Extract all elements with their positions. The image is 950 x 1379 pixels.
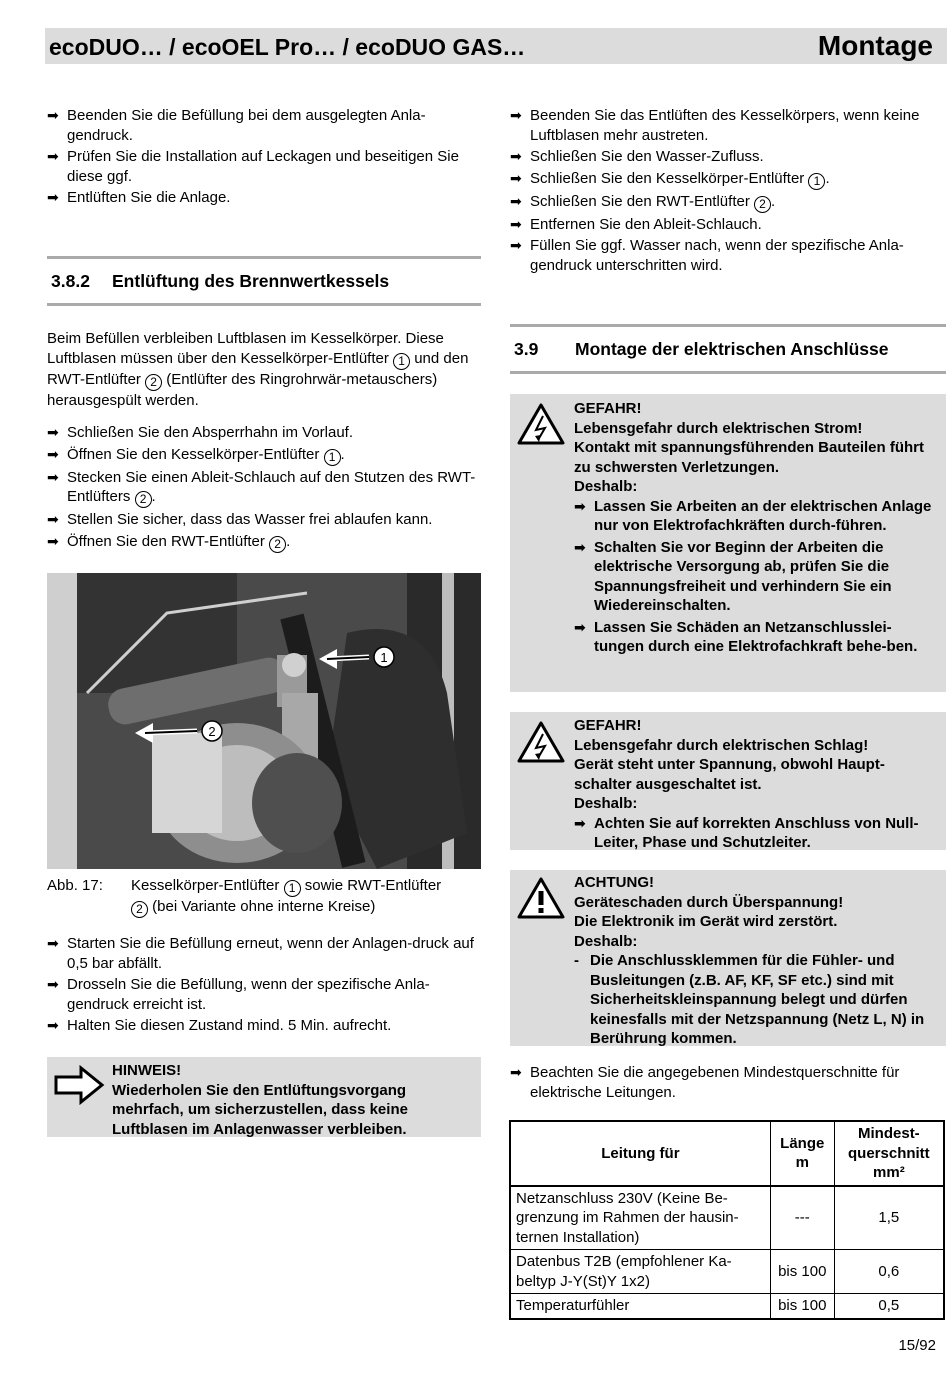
- callout-2-icon: 2: [754, 196, 771, 213]
- arrow-right-icon: ➡: [510, 169, 522, 186]
- arrow-right-icon: ➡: [574, 538, 586, 555]
- photo-callout-2: 2: [208, 724, 216, 739]
- boiler-photo-drawing: [47, 573, 481, 869]
- section-number: 3.8.2: [51, 271, 90, 291]
- arrow-right-icon: ➡: [47, 445, 59, 462]
- danger-title: GEFAHR!: [574, 400, 642, 417]
- right-note: [510, 1063, 946, 1102]
- callout-1-icon: 1: [324, 449, 341, 466]
- list-item: ➡ Schließen Sie den Absperrhahn im Vorlauf.: [47, 424, 354, 441]
- callout-2-icon: 2: [269, 536, 286, 553]
- list-item: - Die Anschlussklemmen für die Fühler- und Busleitungen (z.B. AF, KF, SF etc.) sind mit Sicherheitskleinspannung belegt und dürfen keinesfalls mit der Netzspannung (Netz L, N) in Berührung kommen.: [574, 952, 925, 1047]
- hint-arrow-icon: [53, 1065, 105, 1111]
- arrow-right-icon: ➡: [47, 424, 59, 440]
- callout-2-icon: 2: [131, 901, 148, 918]
- caution-box-overvoltage: ACHTUNG! Geräteschaden durch Überspannung! Die Elektronik im Gerät wird zerstört. Deshalb: - Die Anschlussklemmen für die Fühler- und Busleitungen (z.B. AF, KF, SF etc.) sind mit Sicherheitskleinspannung belegt und dürfen keinesfalls mit der Netzspannung (Netz L, N) in Berührung kommen.: [510, 870, 946, 1046]
- section-title: Montage: [817, 30, 933, 61]
- callout-2-icon: 2: [145, 374, 162, 391]
- table-header-row: [510, 1121, 944, 1186]
- arrow-right-icon: ➡: [47, 532, 59, 549]
- table-header: Leitung für: [510, 1121, 770, 1186]
- boiler-photo: [47, 573, 481, 869]
- table-row: Temperaturfühler bis 100 0,5: [510, 1294, 944, 1319]
- exclamation-warning-icon: [516, 876, 566, 926]
- page-number: 15/92: [898, 1337, 936, 1354]
- list-item: ➡ Halten Sie diesen Zustand mind. 5 Min. aufrecht.: [47, 1017, 392, 1034]
- section-heading-text: Montage der elektrischen Anschlüsse: [575, 339, 889, 359]
- list-item: ➡ Starten Sie die Befüllung erneut, wenn der Anlagen-druck auf 0,5 bar abfällt.: [47, 935, 474, 972]
- intro-paragraph: Beim Befüllen verbleiben Luftblasen im Kesselkörper. Diese Luftblasen müssen über den Kesselkörper-Entlüfter 1 und den RWT-Entlüfter 2 (Entlüfter des Ringrohrwär-metauschers) herausgespült werden.: [47, 330, 469, 409]
- list-item: ➡ Achten Sie auf korrekten Anschluss von Null-Leiter, Phase und Schutzleiter.: [574, 814, 919, 851]
- list-item: ➡ Stecken Sie einen Ableit-Schlauch auf den Stutzen des RWT-Entlüfters 2 .: [47, 468, 476, 506]
- arrow-right-icon: ➡: [47, 468, 59, 485]
- cable-cross-section-table: [509, 1120, 945, 1320]
- list-item: ➡ Beenden Sie das Entlüften des Kesselkörpers, wenn keine Luftblasen mehr austreten.: [510, 107, 920, 144]
- list-item: ➡ Drosseln Sie die Befüllung, wenn der spezifische Anla-gendruck erreicht ist.: [47, 976, 430, 1013]
- photo-callout-1: 1: [380, 650, 388, 665]
- callout-1-icon: 1: [284, 880, 301, 897]
- caution-title: ACHTUNG!: [574, 874, 654, 891]
- arrow-right-icon: ➡: [47, 1017, 59, 1033]
- arrow-right-icon: ➡: [510, 192, 522, 209]
- arrow-right-icon: ➡: [47, 189, 59, 205]
- list-item: ➡ Öffnen Sie den Kesselkörper-Entlüfter 1 .: [47, 445, 345, 464]
- danger-title: GEFAHR!: [574, 717, 642, 734]
- figure-label: Abb. 17:: [47, 877, 103, 894]
- list-item: ➡ Beachten Sie die angegebenen Mindestquerschnitte für elektrische Leitungen.: [510, 1064, 900, 1101]
- table-header: Länge m: [770, 1121, 834, 1186]
- list-item: ➡ Prüfen Sie die Installation auf Leckagen und beseitigen Sie diese ggf.: [47, 148, 459, 185]
- hint-title: HINWEIS!: [112, 1062, 182, 1079]
- list-item: ➡ Entfernen Sie den Ableit-Schlauch.: [510, 215, 762, 233]
- list-item: ➡ Füllen Sie ggf. Wasser nach, wenn der spezifische Anla-gendruck unterschritten wird.: [510, 237, 904, 274]
- callout-2-icon: 2: [135, 491, 152, 508]
- document-title: ecoDUO… / ecoOEL Pro… / ecoDUO GAS…: [49, 34, 526, 60]
- arrow-right-icon: ➡: [510, 148, 522, 164]
- arrow-right-icon: ➡: [510, 215, 522, 232]
- list-item: ➡ Entlüften Sie die Anlage.: [47, 189, 231, 206]
- arrow-right-icon: ➡: [47, 148, 59, 164]
- arrow-right-icon: ➡: [47, 935, 59, 951]
- figure-caption: Abb. 17: Kesselkörper-Entlüfter 1 sowie RWT-Entlüfter 2 (bei Variante ohne interne Kreise): [47, 877, 442, 916]
- callout-1-icon: 1: [393, 353, 410, 370]
- high-voltage-warning-icon: [516, 720, 566, 770]
- table-row: Netzanschluss 230V (Keine Be-grenzung im Rahmen der hausin-ternen Installation) --- 1,5: [510, 1186, 944, 1250]
- danger-box-electric-current: GEFAHR! Lebensgefahr durch elektrischen Strom! Kontakt mit spannungsführenden Bauteilen führt zu schwersten Verletzungen. Deshalb: ➡ Lassen Sie Arbeiten an der elektrischen Anlage nur von Elektrofachkräften durch-führen. ➡ Schalten Sie vor Beginn der Arbeiten die elektrische Versorgung ab, prüfen Sie die Spannungsfreiheit und verhindern Sie ein Wiedereinschalten. ➡ Lassen Sie Schäden an Netzanschlusslei-tungen durch eine Elektrofachkraft behe-ben.: [510, 394, 946, 692]
- hint-box: [47, 1057, 481, 1137]
- list-item: ➡ Schließen Sie den RWT-Entlüfter 2 .: [510, 192, 776, 211]
- list-item: ➡ Schalten Sie vor Beginn der Arbeiten die elektrische Versorgung ab, prüfen Sie die Spannungsfreiheit und verhindern Sie ein Wiedereinschalten.: [574, 538, 892, 614]
- hint-text: Wiederholen Sie den Entlüftungsvorgang mehrfach, um sicherzustellen, dass keine Luftblasen im Anlagenwasser verbleiben.: [112, 1081, 408, 1138]
- arrow-right-icon: ➡: [47, 976, 59, 992]
- left-steps-bottom: [47, 934, 477, 1036]
- callout-1-icon: 1: [808, 173, 825, 190]
- section-number: 3.9: [514, 339, 539, 359]
- arrow-right-icon: ➡: [574, 618, 586, 635]
- left-steps-top: [47, 106, 477, 208]
- left-steps-mid: [47, 423, 479, 553]
- arrow-right-icon: ➡: [510, 237, 522, 253]
- section-heading-text: Entlüftung des Brennwertkessels: [112, 271, 390, 291]
- list-item: ➡ Stellen Sie sicher, dass das Wasser frei ablaufen kann.: [47, 511, 433, 528]
- table-row: Datenbus T2B (empfohlener Ka-beltyp J-Y(St)Y 1x2) bis 100 0,6: [510, 1250, 944, 1294]
- high-voltage-warning-icon: [516, 402, 566, 452]
- list-item: ➡ Lassen Sie Schäden an Netzanschlusslei-tungen durch eine Elektrofachkraft behe-ben.: [574, 618, 918, 655]
- arrow-right-icon: ➡: [47, 511, 59, 527]
- section-heading-3-9: [510, 324, 946, 374]
- arrow-right-icon: ➡: [574, 814, 586, 831]
- arrow-right-icon: ➡: [510, 1064, 522, 1080]
- arrow-right-icon: ➡: [47, 107, 59, 123]
- section-heading-3-8-2: [47, 256, 481, 306]
- list-item: ➡ Schließen Sie den Wasser-Zufluss.: [510, 148, 764, 165]
- table-header: Mindest- querschnitt mm²: [834, 1121, 944, 1186]
- list-item: ➡ Öffnen Sie den RWT-Entlüfter 2 .: [47, 532, 291, 551]
- arrow-right-icon: ➡: [510, 107, 522, 123]
- right-steps-top: [510, 106, 946, 275]
- list-item: ➡ Schließen Sie den Kesselkörper-Entlüfter 1 .: [510, 169, 830, 188]
- danger-box-electric-shock: GEFAHR! Lebensgefahr durch elektrischen Schlag! Gerät steht unter Spannung, obwohl Haupt-schalter ausgeschaltet ist. Deshalb: ➡ Achten Sie auf korrekten Anschluss von Null-Leiter, Phase und Schutzleiter.: [510, 712, 946, 850]
- page-header: [45, 28, 947, 64]
- arrow-right-icon: ➡: [574, 497, 586, 514]
- list-item: ➡ Lassen Sie Arbeiten an der elektrischen Anlage nur von Elektrofachkräften durch-führen.: [574, 497, 932, 534]
- list-item: ➡ Beenden Sie die Befüllung bei dem ausgelegten Anla-gendruck.: [47, 107, 426, 144]
